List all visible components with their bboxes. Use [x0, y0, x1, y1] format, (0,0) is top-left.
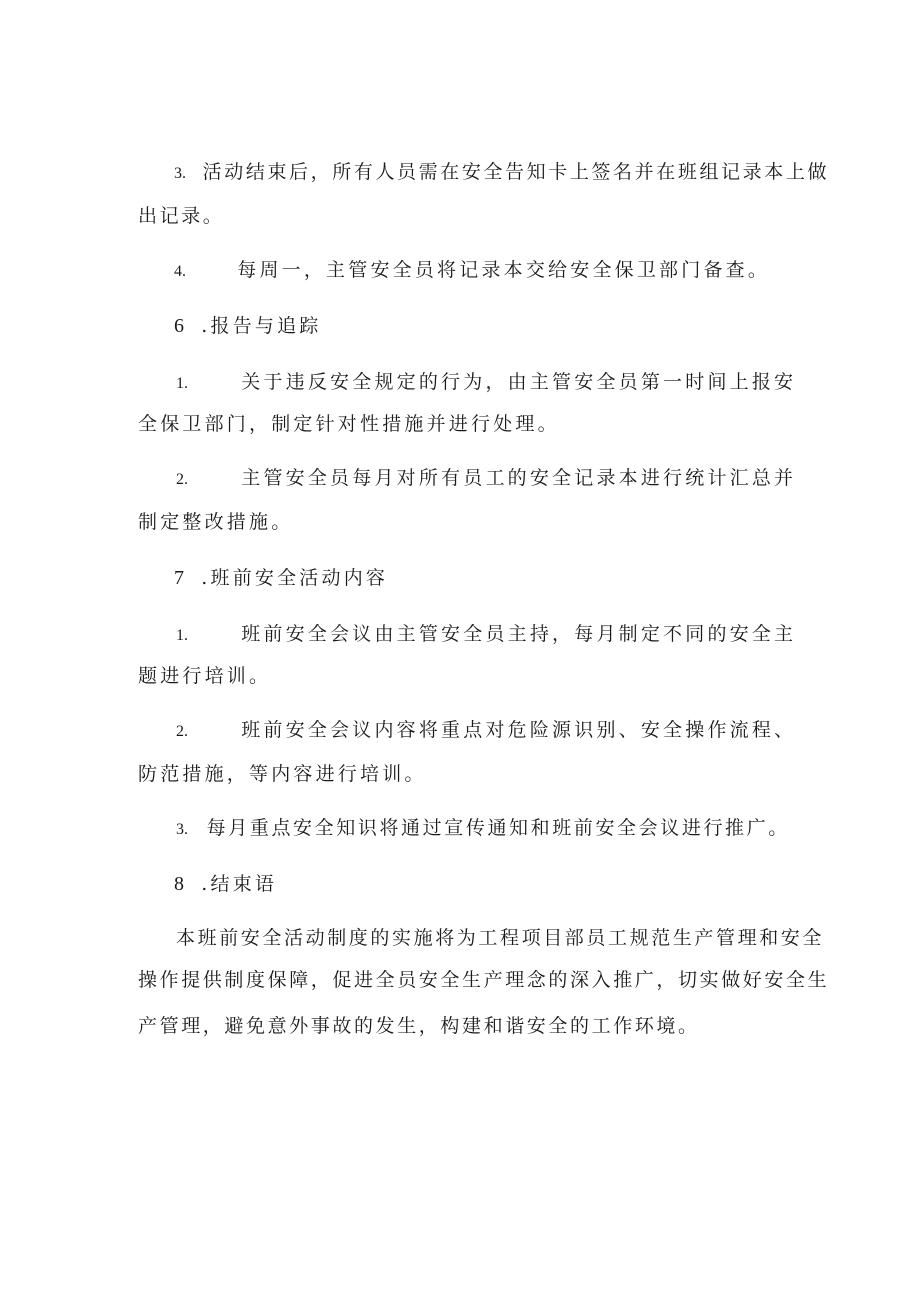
section-number: 7 [174, 567, 184, 589]
section-heading-6 [174, 314, 322, 338]
list-item-2-line2: 制定整改措施。 [138, 511, 294, 533]
section-title: .报告与追踪 [201, 315, 322, 337]
list-number: 1. [176, 375, 188, 392]
list-item-1b-line1 [176, 622, 796, 648]
section-title: .班前安全活动内容 [201, 567, 389, 589]
list-item-4 [174, 258, 770, 284]
paragraph-text: 关于违反安全规定的行为，由主管安全员第一时间上报安 [241, 371, 797, 393]
section-title: .结束语 [201, 873, 278, 895]
list-number: 2. [176, 471, 188, 488]
section-number: 6 [174, 315, 184, 337]
paragraph-text: 主管安全员每月对所有员工的安全记录本进行统计汇总并 [241, 467, 797, 489]
paragraph-text: 活动结束后，所有人员需在安全告知卡上签名并在班组记录本上做 [202, 161, 830, 183]
list-number: 3. [176, 821, 188, 838]
list-number: 2. [176, 723, 188, 740]
list-item-2-line1 [176, 466, 796, 492]
paragraph-text: 班前安全会议由主管安全员主持，每月制定不同的安全主 [241, 623, 797, 645]
list-item-3-line1 [174, 160, 829, 186]
list-item-1-line2: 全保卫部门，制定针对性措施并进行处理。 [138, 413, 560, 435]
list-number: 1. [176, 627, 188, 644]
list-item-2b-line2: 防范措施，等内容进行培训。 [138, 763, 427, 785]
list-item-2b-line1 [176, 718, 796, 744]
closing-paragraph-line1: 本班前安全活动制度的实施将为工程项目部员工规范生产管理和安全 [176, 927, 825, 949]
list-item-3-line2: 出记录。 [138, 205, 225, 227]
paragraph-text: 每月重点安全知识将通过宣传通知和班前安全会议进行推广。 [206, 817, 790, 839]
list-number: 4. [174, 263, 186, 280]
section-heading-7 [174, 566, 388, 590]
closing-paragraph-line3: 产管理，避免意外事故的发生，构建和谐安全的工作环境。 [138, 1015, 700, 1037]
closing-paragraph-line2: 操作提供制度保障，促进全员安全生产理念的深入推广，切实做好安全生 [138, 969, 830, 991]
section-heading-8 [174, 872, 277, 896]
paragraph-text: 每周一，主管安全员将记录本交给安全保卫部门备查。 [237, 259, 771, 281]
paragraph-text: 班前安全会议内容将重点对危险源识别、安全操作流程、 [241, 719, 797, 741]
list-number: 3. [174, 165, 186, 182]
section-number: 8 [174, 873, 184, 895]
list-item-3b [176, 816, 790, 842]
list-item-1-line1 [176, 370, 796, 396]
list-item-1b-line2: 题进行培训。 [138, 665, 272, 687]
